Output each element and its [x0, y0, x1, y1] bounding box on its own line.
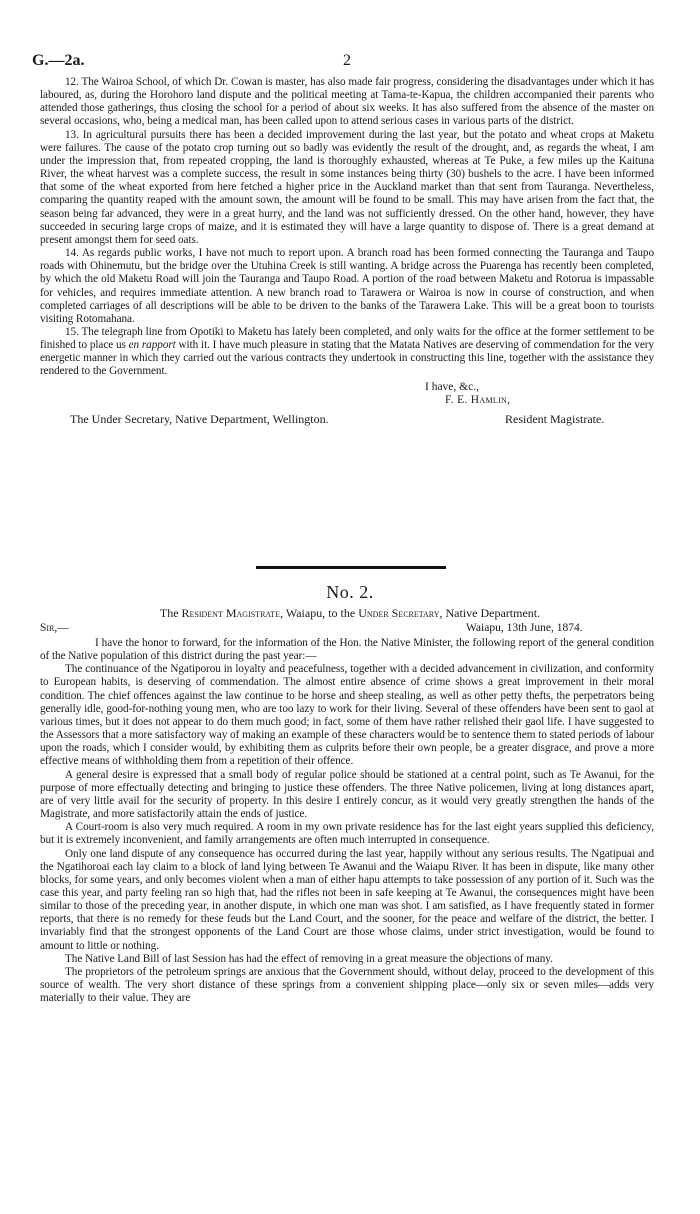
signatory-title: Resident Magistrate. — [505, 411, 605, 426]
addr-prefix: The — [159, 606, 182, 620]
letter-body — [40, 637, 654, 1005]
paragraph-15 — [40, 326, 654, 379]
paragraph-15-before: 15. The telegraph line from Opotiki to Maketu has lately been completed, and only waits for the office at the former settlement to be finished to place us — [40, 325, 654, 352]
closing-phrase: I have, &c., — [425, 380, 479, 393]
addr-to-title: Under Secretary — [358, 606, 440, 620]
signature-block — [40, 379, 654, 445]
letter-paragraph: The Native Land Bill of last Session has had the effect of removing in a great measure the objections of many. — [65, 952, 553, 965]
addr-to-dept: , Native Department. — [439, 606, 541, 620]
paragraph-14: 14. As regards public works, I have not much to report upon. A branch road has been formed connecting the Tauranga and Taupo roads with Ohinemutu, but the bridge over the Utuhina Creek is still wanting. A bridge across the Puarenga has recently been completed, by which the old Maketu Road will join the Tauranga and Taupo Road. A portion of the road between Maketu and Rotorua is impassable for vehicles, and requires immediate attention. A new branch road to Tarawera or Wairoa is now in course of construction, and when completed carriages of all descriptions will be able to be driven to the banks of the Tarawera Lake. This will be a great boon to tourists visiting Rotomahana. — [40, 247, 654, 325]
signatory-name: F. E. Hamlin, — [445, 393, 511, 406]
report-continuation — [40, 76, 654, 445]
letter-paragraph: I have the honor to forward, for the information of the Hon. the Native Minister, the following report of the general condition of the Native population of this district during the past year:— — [40, 637, 654, 663]
addr-from-title: Resident Magistrate — [181, 606, 281, 620]
letter-address-line — [0, 606, 700, 621]
paragraph-12: 12. The Wairoa School, of which Dr. Cowan is master, has also made fair progress, considering the disadvantages under which it has laboured, as, during the Horohoro land dispute and the political meeting at Tama-te-Kapua, the children accompanied their parents who attended those gatherings, thus closing the school for a period of about six weeks. It has also suffered from the absence of the master on several occasions, who, being a medical man, has been called upon to attend serious cases in various parts of the district. — [40, 76, 654, 128]
letter-paragraph: Only one land dispute of any consequence has occurred during the last year, happily without any serious results. The Ngatipuai and the Ngatihoroai each lay claim to a block of land lying between Te Awanui and the Waiapu River. It has been in dispute, like many other blocks, for some years, and only becomes violent when a man of either hapu attempts to take possession of any portion of it. Such was the case this year, and party feeling ran so high that, had the rifles not been in safe keeping at Te Awanui, the consequences might have been similar to those of the preceding year, in another dispute, in which one man was shot. I am satisfied, as I have frequently stated in former reports, that there is no remedy for these feuds but the Land Court, and the sooner, for the peace and welfare of the district, the better. I invariably find that the strongest opponents of the Land Court are those whose claims, under strict investigation, would be found to amount to little or nothing. — [40, 847, 654, 952]
paragraph-15-italic: en rapport — [128, 339, 176, 352]
letter-paragraph: The proprietors of the petroleum springs are anxious that the Government should, without delay, proceed to the development of this source of wealth. The very short distance of these springs from a convenient shipping place—only six or seven miles—adds very materially to their value. They are — [40, 965, 654, 1005]
paragraph-15-after: with it. I have much pleasure in stating that the Matata Natives are deserving of commendation for the very energetic manner in which they carried out the various contracts they undertook in constructing this line, together with the assistance they rendered to the Government. — [40, 339, 654, 378]
addressee: The Under Secretary, Native Department, Wellington. — [70, 411, 329, 426]
letter-date: Waiapu, 13th June, 1874. — [466, 622, 583, 634]
paragraph-13: 13. In agricultural pursuits there has been a decided improvement during the last year, but the potato and wheat crops at Maketu were failures. The cause of the potato crop turning out so badly was evidently the result of the drought, and, as regards the wheat, I am under the impression that, from repeated cropping, the land is thoroughly exhausted, whereas at Te Puke, a few miles up the Kaituna River, the wheat harvest was a complete success, the result in some instances being thirty (30) bushels to the acre. I have been informed that some of the wheat exported from here fetched a higher price in the Auckland market than that sent from Tauranga. Nevertheless, comparing the quantity reaped with the amount sown, the amount will be found to be small. This may have arisen from the fact that, the season being far advanced, they were in a great hurry, and the land was not sufficiently dressed. On the other hand, however, they have succeeded in securing large crops of maize, and it is estimated they will have a large quantity to dispose of. There is a great demand at present amongst them for seed oats. — [40, 128, 654, 246]
document-reference: G.—2a. — [32, 52, 85, 69]
salutation: Sir,— — [40, 622, 69, 634]
letter-paragraph: The continuance of the Ngatiporou in loyalty and peacefulness, together with a decided advancement in civilization, and conformity to European habits, is deserving of commendation. The almost entire absence of crime shows a great improvement in their moral condition. The chief offences against the law continue to be horse and sheep stealing, as well as other petty thefts, the perpetrators being generally idle, good-for-nothing young men, who are too lazy to work for their living. Several of these offenders have been sent to gaol at various times, but it does not appear to do them much good; in fact, some of them have rather relished their gaol life. I have suggested to the Assessors that a more satisfactory way of making an example of these characters would be to sentence them to stated periods of labour upon the roads, which I consider would, by exhibiting them as culprits before their own people, be a greater disgrace, and prove a more effective means of withholding them from a repetition of their offence. — [40, 663, 654, 768]
letter-paragraph: A Court-room is also very much required. A room in my own private residence has for the last eight years supplied this deficiency, but it is extremely inconvenient, and family arrangements are often much interrupted in consequence. — [40, 821, 654, 847]
section-divider — [256, 566, 446, 569]
page-number: 2 — [343, 52, 351, 69]
letter-paragraph: A general desire is expressed that a small body of regular police should be stationed at a central point, such as Te Awanui, for the purpose of more effectually detecting and bringing to justice these offenders. The three Native policemen, living at long distances apart, are of very little avail for the security of property. In this desire I entirely concur, as it would very greatly strengthen the hands of the Magistrate, and more satisfactorily attain the ends of justice. — [40, 768, 654, 821]
addr-from-place: , Waiapu, to the — [280, 606, 359, 620]
letter-heading: No. 2. — [326, 582, 374, 602]
